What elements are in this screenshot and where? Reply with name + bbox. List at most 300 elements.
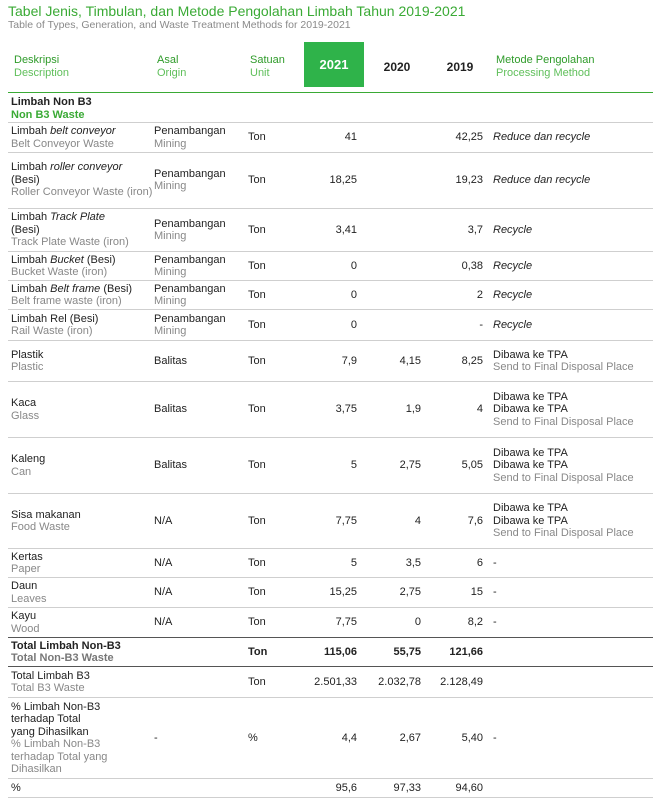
table-cell (11, 578, 153, 607)
cell-text: (Besi) (11, 223, 40, 236)
table-cell (424, 549, 483, 577)
table-cell (11, 252, 153, 280)
table-cell (298, 341, 357, 381)
cell-text: 42,25 (455, 131, 483, 144)
cell-text: Bucket (50, 253, 84, 266)
header-year-2021: 2021 (304, 42, 364, 87)
cell-text: Plastic (11, 361, 44, 373)
cell-text: - (493, 586, 497, 599)
cell-text: Balitas (154, 354, 188, 367)
cell-text: Dibawa ke TPA (493, 403, 568, 416)
cell-text: Ton (248, 645, 268, 658)
table-cell (493, 438, 653, 493)
cell-text: Send to Final Disposal Place (493, 527, 634, 540)
table-cell (11, 638, 153, 666)
table-cell (248, 252, 298, 280)
cell-text: Balitas (154, 459, 188, 472)
header-text: Description (14, 67, 70, 79)
cell-text: Send to Final Disposal Place (493, 471, 634, 484)
cell-text: Recycle (493, 223, 533, 236)
table-cell (248, 341, 298, 381)
cell-text: 0 (350, 318, 357, 331)
cell-text: Penambangan (154, 312, 226, 325)
table-cell (154, 578, 246, 607)
cell-text: Penambangan (154, 253, 226, 266)
table-cell (424, 252, 483, 280)
cell-text: Mining (154, 266, 187, 278)
table-cell (493, 252, 653, 280)
table-cell (298, 152, 357, 208)
table-row (8, 608, 653, 638)
cell-text: Sisa makanan (11, 508, 81, 521)
table-cell (154, 281, 246, 309)
cell-text: Dibawa ke TPA (493, 459, 568, 472)
cell-text: Ton (248, 675, 266, 688)
pct-non-b3-row (8, 698, 653, 779)
table-cell (493, 281, 653, 309)
cell-text: 0,38 (461, 259, 483, 272)
table-cell (298, 382, 357, 437)
table-header (0, 42, 661, 92)
cell-text: Penambangan (154, 282, 226, 295)
table-cell (493, 578, 653, 607)
table-cell (154, 608, 246, 637)
cell-text: 115,06 (323, 645, 357, 658)
table-cell (424, 638, 483, 666)
header-text: Satuan (250, 54, 285, 66)
cell-text: (Besi) (11, 173, 40, 186)
table-cell (298, 667, 357, 697)
cell-text: Ton (248, 318, 266, 331)
cell-text (11, 254, 153, 267)
cell-text: Ton (248, 403, 266, 416)
cell-text: 3,41 (335, 223, 357, 236)
cell-text: 2,75 (399, 459, 421, 472)
table-cell (360, 578, 421, 607)
cell-text: Mining (154, 325, 187, 337)
cell-text: Limbah (11, 125, 51, 137)
table-title: Tabel Jenis, Timbulan, dan Metode Pengolahan Limbah Tahun 2019-2021 (8, 3, 466, 19)
cell-text: Ton (248, 354, 266, 367)
cell-text: Ton (248, 223, 266, 236)
cell-text: Ton (248, 514, 266, 527)
table-cell (424, 578, 483, 607)
cell-text: N/A (154, 514, 173, 527)
table-cell (11, 281, 153, 309)
cell-text: Ton (248, 556, 266, 569)
cell-text: Balitas (154, 403, 188, 416)
table-cell (298, 438, 357, 493)
header-method (496, 42, 656, 92)
cell-text: - (493, 616, 497, 629)
table-cell (493, 341, 653, 381)
cell-text: N/A (154, 586, 173, 599)
cell-text: Leaves (11, 592, 47, 605)
header-description (14, 42, 144, 92)
table-cell (360, 667, 421, 697)
cell-text: 5,05 (461, 459, 483, 472)
header-year-2020: 2020 (383, 60, 411, 74)
cell-text: Kertas (11, 550, 43, 563)
cell-text: Recycle (493, 318, 533, 331)
cell-text: - (493, 556, 497, 569)
total-non-b3-row (8, 638, 653, 667)
cell-text (11, 161, 153, 174)
cell-text: 94,60 (455, 781, 483, 794)
table-cell (424, 123, 483, 152)
header-text: Deskripsi (14, 54, 60, 66)
table-cell (248, 494, 298, 548)
cell-text: 2,75 (399, 586, 421, 599)
cell-text: N/A (154, 616, 173, 629)
cell-text: Wood (11, 622, 40, 635)
cell-text: Mining (154, 230, 187, 242)
table-cell (493, 549, 653, 577)
header-text: Origin (157, 67, 187, 79)
table-cell (360, 608, 421, 637)
table-subtitle: Table of Types, Generation, and Waste Treatment Methods for 2019-2021 (8, 19, 351, 31)
cell-text: Dihasilkan (11, 763, 62, 775)
cell-text: Belt frame (50, 282, 101, 295)
header-text: Limbah Non B3 (11, 96, 92, 108)
cell-text: Food Waste (11, 521, 70, 533)
table-cell (298, 698, 357, 778)
cell-text: Daun (11, 580, 38, 592)
table-cell (424, 608, 483, 637)
cell-text: Mining (154, 295, 187, 307)
cell-text: 3,7 (467, 223, 483, 236)
table-cell (248, 382, 298, 437)
cell-text: Limbah (11, 211, 51, 224)
cell-text: 2,67 (399, 731, 421, 744)
header-unit (250, 42, 300, 92)
header-text: Processing Method (496, 67, 591, 79)
cell-text: Ton (248, 616, 266, 629)
table-cell (248, 578, 298, 607)
cell-text: Glass (11, 409, 40, 422)
cell-text: Kaleng (11, 453, 46, 465)
cell-text: % Limbah Non-B3 (11, 738, 101, 750)
table-cell (360, 341, 421, 381)
cell-text: Recycle (493, 288, 533, 301)
table-cell (424, 438, 483, 493)
table-cell (11, 549, 153, 577)
table-cell (11, 382, 153, 437)
table-cell (424, 382, 483, 437)
cell-text: Dibawa ke TPA (493, 514, 568, 527)
cell-text: % (11, 781, 21, 794)
cell-text: terhadap Total (11, 713, 81, 725)
table-cell (154, 549, 246, 577)
section-heading (11, 96, 92, 122)
cell-text: Dibawa ke TPA (493, 348, 568, 361)
table-cell (360, 123, 421, 152)
table-cell (154, 341, 246, 381)
cell-text: 7,6 (467, 514, 483, 527)
cell-text: Ton (248, 459, 266, 472)
cell-text: 8,2 (467, 616, 483, 629)
cell-text: 41 (344, 131, 357, 144)
table-cell (360, 310, 421, 340)
table-cell (493, 494, 653, 548)
cell-text: 0 (350, 259, 357, 272)
cell-text: 4 (414, 514, 421, 527)
cell-text: 5,40 (461, 731, 483, 744)
cell-text: Ton (248, 288, 266, 301)
cell-text: 121,66 (449, 645, 483, 658)
cell-text: Plastik (11, 348, 44, 361)
table-cell (360, 209, 421, 251)
table-cell (298, 779, 357, 797)
table-cell (298, 549, 357, 577)
cell-text: Kaca (11, 397, 37, 409)
table-cell (11, 152, 153, 208)
table-cell (154, 209, 246, 251)
table-cell (248, 608, 298, 637)
cell-text: Paper (11, 563, 41, 575)
cell-text: Limbah (11, 161, 51, 174)
table-cell (298, 494, 357, 548)
table-cell (154, 438, 246, 493)
cell-text: 4,4 (341, 731, 357, 744)
cell-text: belt conveyor (50, 125, 116, 137)
table-row (8, 382, 653, 438)
table-cell (493, 209, 653, 251)
table-cell (424, 341, 483, 381)
cell-text: (Besi) (100, 282, 133, 295)
cell-text: yang Dihasilkan (11, 725, 89, 738)
cell-text: 5 (350, 459, 357, 472)
table-cell (298, 578, 357, 607)
cell-text: Penambangan (154, 125, 226, 137)
table-cell (424, 310, 483, 340)
table-cell (424, 281, 483, 309)
table-cell (360, 779, 421, 797)
table-row (8, 549, 653, 578)
header-text: Non B3 Waste (11, 109, 85, 121)
cell-text: 2.032,78 (378, 675, 421, 688)
table-cell (248, 549, 298, 577)
table-cell (11, 608, 153, 637)
table-row (8, 341, 653, 382)
table-cell (360, 252, 421, 280)
table-cell (360, 438, 421, 493)
table-row (8, 494, 653, 549)
cell-text: - (479, 318, 483, 331)
cell-text: Rail Waste (iron) (11, 325, 93, 337)
header-origin (157, 42, 237, 92)
cell-text: 2.501,33 (314, 675, 357, 688)
table-cell (248, 698, 298, 778)
cell-text: Ton (248, 173, 266, 186)
table-cell (11, 341, 153, 381)
cell-text: 19,23 (455, 173, 483, 186)
table-cell (248, 638, 298, 666)
cell-text: Ton (248, 586, 266, 599)
cell-text: Track Plate Waste (iron) (11, 236, 129, 249)
cell-text: Can (11, 465, 32, 478)
cell-text: 8,25 (461, 354, 483, 367)
cell-text: Mining (154, 137, 187, 150)
cell-text: 3,5 (405, 556, 421, 569)
table-cell (424, 779, 483, 797)
header-text: Asal (157, 54, 179, 66)
cell-text: 5 (350, 556, 357, 569)
cell-text: % Limbah Non-B3 (11, 700, 101, 713)
cell-text: Belt frame waste (iron) (11, 295, 122, 307)
cell-text: Penambangan (154, 217, 226, 230)
cell-text: Reduce dan recycle (493, 173, 591, 186)
table-cell (493, 698, 653, 778)
table-row (8, 252, 653, 281)
table-row (8, 310, 653, 341)
table-cell (154, 382, 246, 437)
table-row (8, 438, 653, 494)
cell-text (11, 283, 153, 296)
table-cell (360, 152, 421, 208)
table-cell (248, 152, 298, 208)
table-cell (424, 698, 483, 778)
header-text: Metode Pengolahan (496, 54, 595, 66)
table-cell (11, 209, 153, 251)
table-row (8, 209, 653, 252)
table-cell (154, 123, 246, 152)
table-cell (11, 698, 153, 778)
cell-text: 55,75 (393, 645, 421, 658)
cell-text: roller conveyor (50, 161, 123, 174)
table-cell (154, 494, 246, 548)
cell-text: Kayu (11, 610, 37, 622)
cell-text: Mining (154, 180, 187, 192)
table-cell (424, 494, 483, 548)
cell-text: 7,75 (335, 616, 357, 629)
cell-text: - (154, 731, 158, 744)
cell-text: Track Plate (50, 211, 105, 224)
cell-text: 0 (414, 616, 421, 629)
cell-text: terhadap Total yang (11, 750, 108, 763)
cell-text: 1,9 (405, 403, 421, 416)
cell-text: 4,15 (399, 354, 421, 367)
cell-text: Recycle (493, 259, 533, 272)
table-cell (360, 382, 421, 437)
table-cell (360, 698, 421, 778)
table-cell (11, 779, 153, 797)
table-cell (298, 123, 357, 152)
cell-text: 4 (476, 403, 483, 416)
cell-text: Send to Final Disposal Place (493, 415, 634, 428)
table-cell (493, 310, 653, 340)
cell-text: 15 (470, 586, 483, 599)
cell-text: 0 (350, 288, 357, 301)
table-cell (248, 310, 298, 340)
table-cell (493, 608, 653, 637)
table-cell (360, 281, 421, 309)
cell-text: N/A (154, 556, 173, 569)
cell-text: Reduce dan recycle (493, 131, 591, 144)
cell-text: Penambangan (154, 167, 226, 180)
cell-text: Total Non-B3 Waste (11, 652, 114, 664)
cell-text: 15,25 (329, 586, 357, 599)
table-row (8, 122, 653, 153)
table-cell (248, 667, 298, 697)
table-cell (248, 123, 298, 152)
table-cell (248, 281, 298, 309)
table-cell (298, 281, 357, 309)
cell-text: Dibawa ke TPA (493, 390, 568, 403)
table-cell (424, 209, 483, 251)
table-cell (424, 152, 483, 208)
table-cell (298, 209, 357, 251)
table-cell (154, 252, 246, 280)
table-row (8, 152, 653, 209)
total-b3-row (8, 667, 653, 698)
cell-text: Dibawa ke TPA (493, 502, 568, 515)
header-year-2019: 2019 (446, 60, 474, 74)
table-row (8, 578, 653, 608)
cell-text: 95,6 (335, 781, 357, 794)
table-cell (360, 494, 421, 548)
table-cell (11, 123, 153, 152)
cell-text: 97,33 (393, 781, 421, 794)
cell-text: 3,75 (335, 403, 357, 416)
cell-text: Total B3 Waste (11, 682, 85, 694)
pct-b3-row (8, 779, 653, 798)
table-cell (154, 310, 246, 340)
cell-text: Belt Conveyor Waste (11, 137, 114, 150)
cell-text: Send to Final Disposal Place (493, 361, 634, 373)
table-cell (11, 667, 153, 697)
cell-text: 7,75 (335, 514, 357, 527)
table-cell (154, 698, 246, 778)
cell-text: Limbah (11, 282, 51, 295)
cell-text: Ton (248, 131, 266, 144)
table-cell (360, 549, 421, 577)
table-cell (493, 382, 653, 437)
cell-text: 7,9 (341, 354, 357, 367)
table-cell (11, 494, 153, 548)
table-cell (11, 310, 153, 340)
cell-text: Bucket Waste (iron) (11, 266, 108, 278)
table-cell (154, 152, 246, 208)
table-cell (298, 252, 357, 280)
cell-text: Total Limbah B3 (11, 669, 90, 682)
table-cell (298, 638, 357, 666)
cell-text (11, 211, 153, 224)
table-cell (298, 310, 357, 340)
table-cell (424, 667, 483, 697)
cell-text (11, 125, 153, 138)
cell-text: - (493, 731, 497, 744)
table-row (8, 281, 653, 310)
cell-text: Limbah (11, 253, 51, 266)
cell-text: Ton (248, 259, 266, 272)
cell-text: 18,25 (329, 173, 357, 186)
table-cell (493, 123, 653, 152)
cell-text: 6 (476, 556, 483, 569)
cell-text: Limbah Rel (Besi) (11, 312, 99, 325)
table-cell (493, 152, 653, 208)
header-divider (8, 92, 653, 93)
table-cell (248, 209, 298, 251)
table-cell (360, 638, 421, 666)
cell-text: Total Limbah Non-B3 (11, 639, 121, 652)
header-text: Unit (250, 67, 270, 79)
cell-text: Dibawa ke TPA (493, 446, 568, 459)
table-cell (11, 438, 153, 493)
cell-text: Roller Conveyor Waste (iron) (11, 186, 153, 199)
table-cell (248, 438, 298, 493)
cell-text: % (248, 731, 258, 744)
